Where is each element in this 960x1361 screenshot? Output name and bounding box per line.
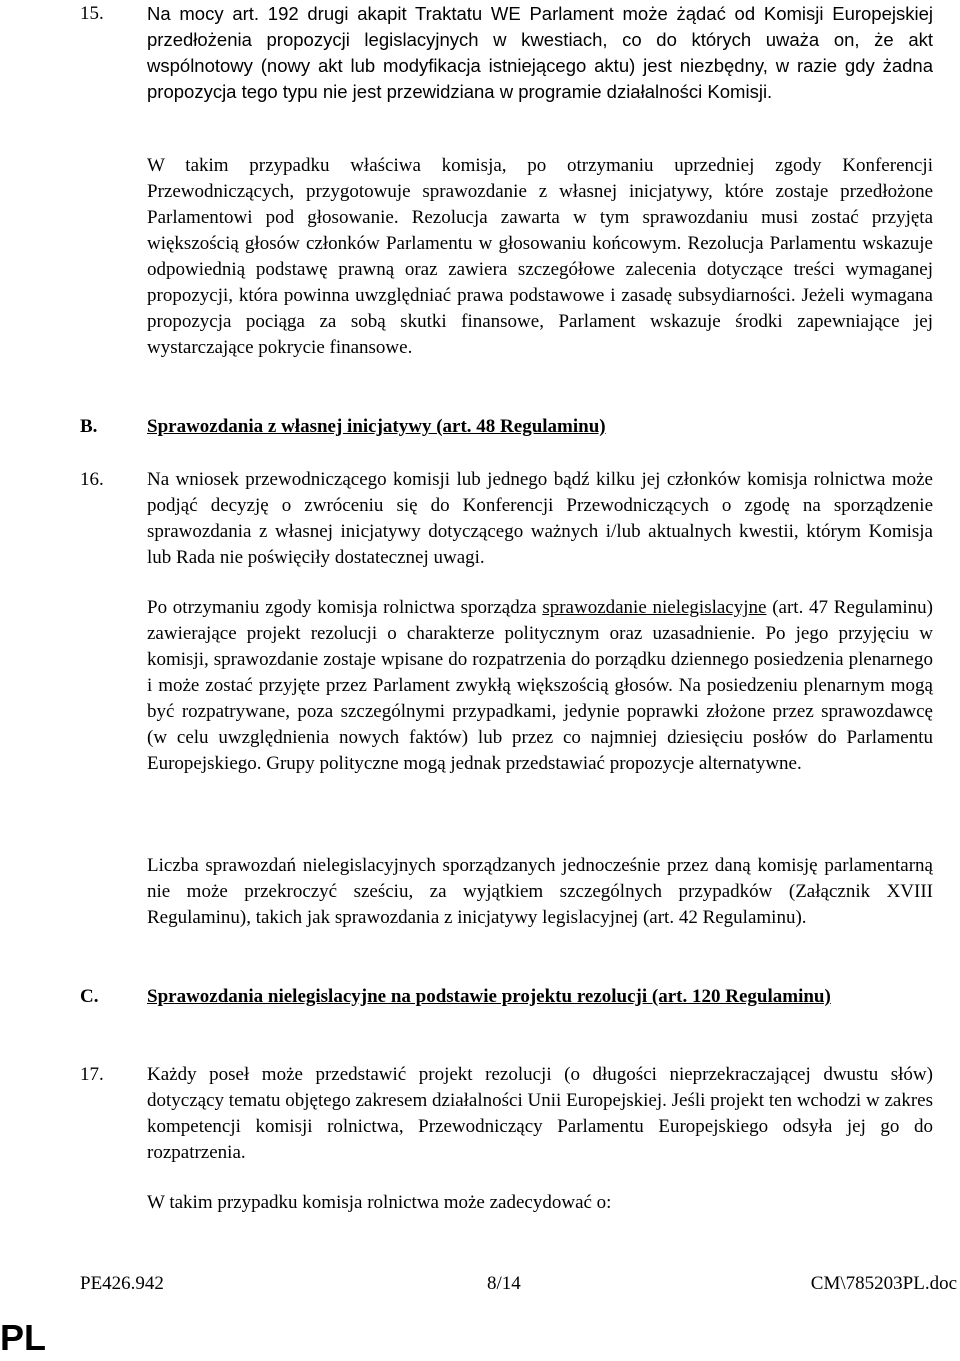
paragraph-16-text: Na wniosek przewodniczącego komisji lub jednego bądź kilku jej członków komisja rolnictwa może podjąć decyzję o zwróceniu się do Konferencji Przewodniczących o zgodę na sporządzenie sprawozdania z własnej inicjatywy dotyczącego ważnych i/lub aktualnych kwestii, którym Komisja lub Rada nie poświęciły dostatecznej uwagi. [147, 469, 933, 568]
footer-page-number: 8/14 [487, 1273, 521, 1294]
paragraph-16-text-part1: Po otrzymaniu zgody komisja rolnictwa sporządza [147, 597, 543, 618]
section-letter-b: B. [80, 416, 98, 437]
paragraph-number-15: 15. [80, 3, 104, 24]
paragraph-15-text: Na mocy art. 192 drugi akapit Traktatu WE Parlament może żądać od Komisji Europejskiej przedłożenia propozycji legislacyjnych w kwestiach, co do których uważa on, że akt wspólnotowy (nowy akt lub modyfikacja istniejącego aktu) jest niezbędny, w razie gdy żadna propozycja tego typu nie jest przewidziana w programie działalności Komisji. [147, 3, 933, 102]
footer-doc-ref: PE426.942 [80, 1273, 164, 1294]
footer-file-name: CM\785203PL.doc [810, 1273, 957, 1294]
paragraph-17-continuation: W takim przypadku komisja rolnictwa może zadecydować o: [147, 1192, 612, 1213]
paragraph-16-continuation [147, 595, 933, 777]
section-heading-c: Sprawozdania nielegislacyjne na podstawie projektu rezolucji (art. 120 Regulaminu) [147, 986, 831, 1007]
language-code: PL [0, 1317, 47, 1358]
paragraph-16-limit-note: Liczba sprawozdań nielegislacyjnych sporządzanych jednocześnie przez daną komisję parlamentarną nie może przekroczyć sześciu, za wyjątkiem szczególnych przypadków (Załącznik XVIII Regulaminu), takich jak sprawozdania z inicjatywy legislacyjnej (art. 42 Regulaminu). [147, 855, 933, 928]
paragraph-16-text-part2: (art. 47 Regulaminu) zawierające projekt rezolucji o charakterze politycznym oraz uzasadnienie. Po jego przyjęciu w komisji, sprawozdanie zostaje wpisane do rozpatrzenia do porządku dziennego posiedzenia plenarnego i może zostać przyjęte przez Parlament zwykłą większością głosów. Na posiedzeniu plenarnym mogą być rozpatrywane, poza szczególnymi przypadkami, jedynie poprawki złożone przez sprawozdawcę (w celu uwzględnienia nowych faktów) lub przez co najmniej dziesięciu posłów do Parlamentu Europejskiego. Grupy polityczne mogą jednak przedstawiać propozycje alternatywne. [147, 597, 933, 774]
nonlegislative-report-term: sprawozdanie nielegislacyjne [542, 597, 767, 618]
section-letter-c: C. [80, 986, 99, 1007]
paragraph-number-16: 16. [80, 469, 104, 490]
paragraph-17-text: Każdy poseł może przedstawić projekt rezolucji (o długości nieprzekraczającej dwustu słów) dotyczący tematu objętego zakresem działalności Unii Europejskiej. Jeśli projekt ten wchodzi w zakres kompetencji komisji rolnictwa, Przewodniczący Parlamentu Europejskiego odsyła jej go do rozpatrzenia. [147, 1064, 933, 1163]
paragraph-15-continuation: W takim przypadku właściwa komisja, po otrzymaniu uprzedniej zgody Konferencji Przewodniczących, przygotowuje sprawozdanie z własnej inicjatywy, które zostaje przedłożone Parlamentowi pod głosowanie. Rezolucja zawarta w tym sprawozdaniu musi zostać przyjęta większością głosów członków Parlamentu w głosowaniu końcowym. Rezolucja Parlamentu wskazuje odpowiednią podstawę prawną oraz zawiera szczegółowe zalecenia dotyczące treści wymaganej propozycji, która powinna uwzględniać prawa podstawowe i zasadę subsydiarności. Jeżeli wymagana propozycja pociąga za sobą skutki finansowe, Parlament wskazuje środki zapewniające jej wystarczające pokrycie finansowe. [147, 155, 933, 358]
paragraph-number-17: 17. [80, 1064, 104, 1085]
section-heading-b: Sprawozdania z własnej inicjatywy (art. 48 Regulaminu) [147, 416, 606, 437]
